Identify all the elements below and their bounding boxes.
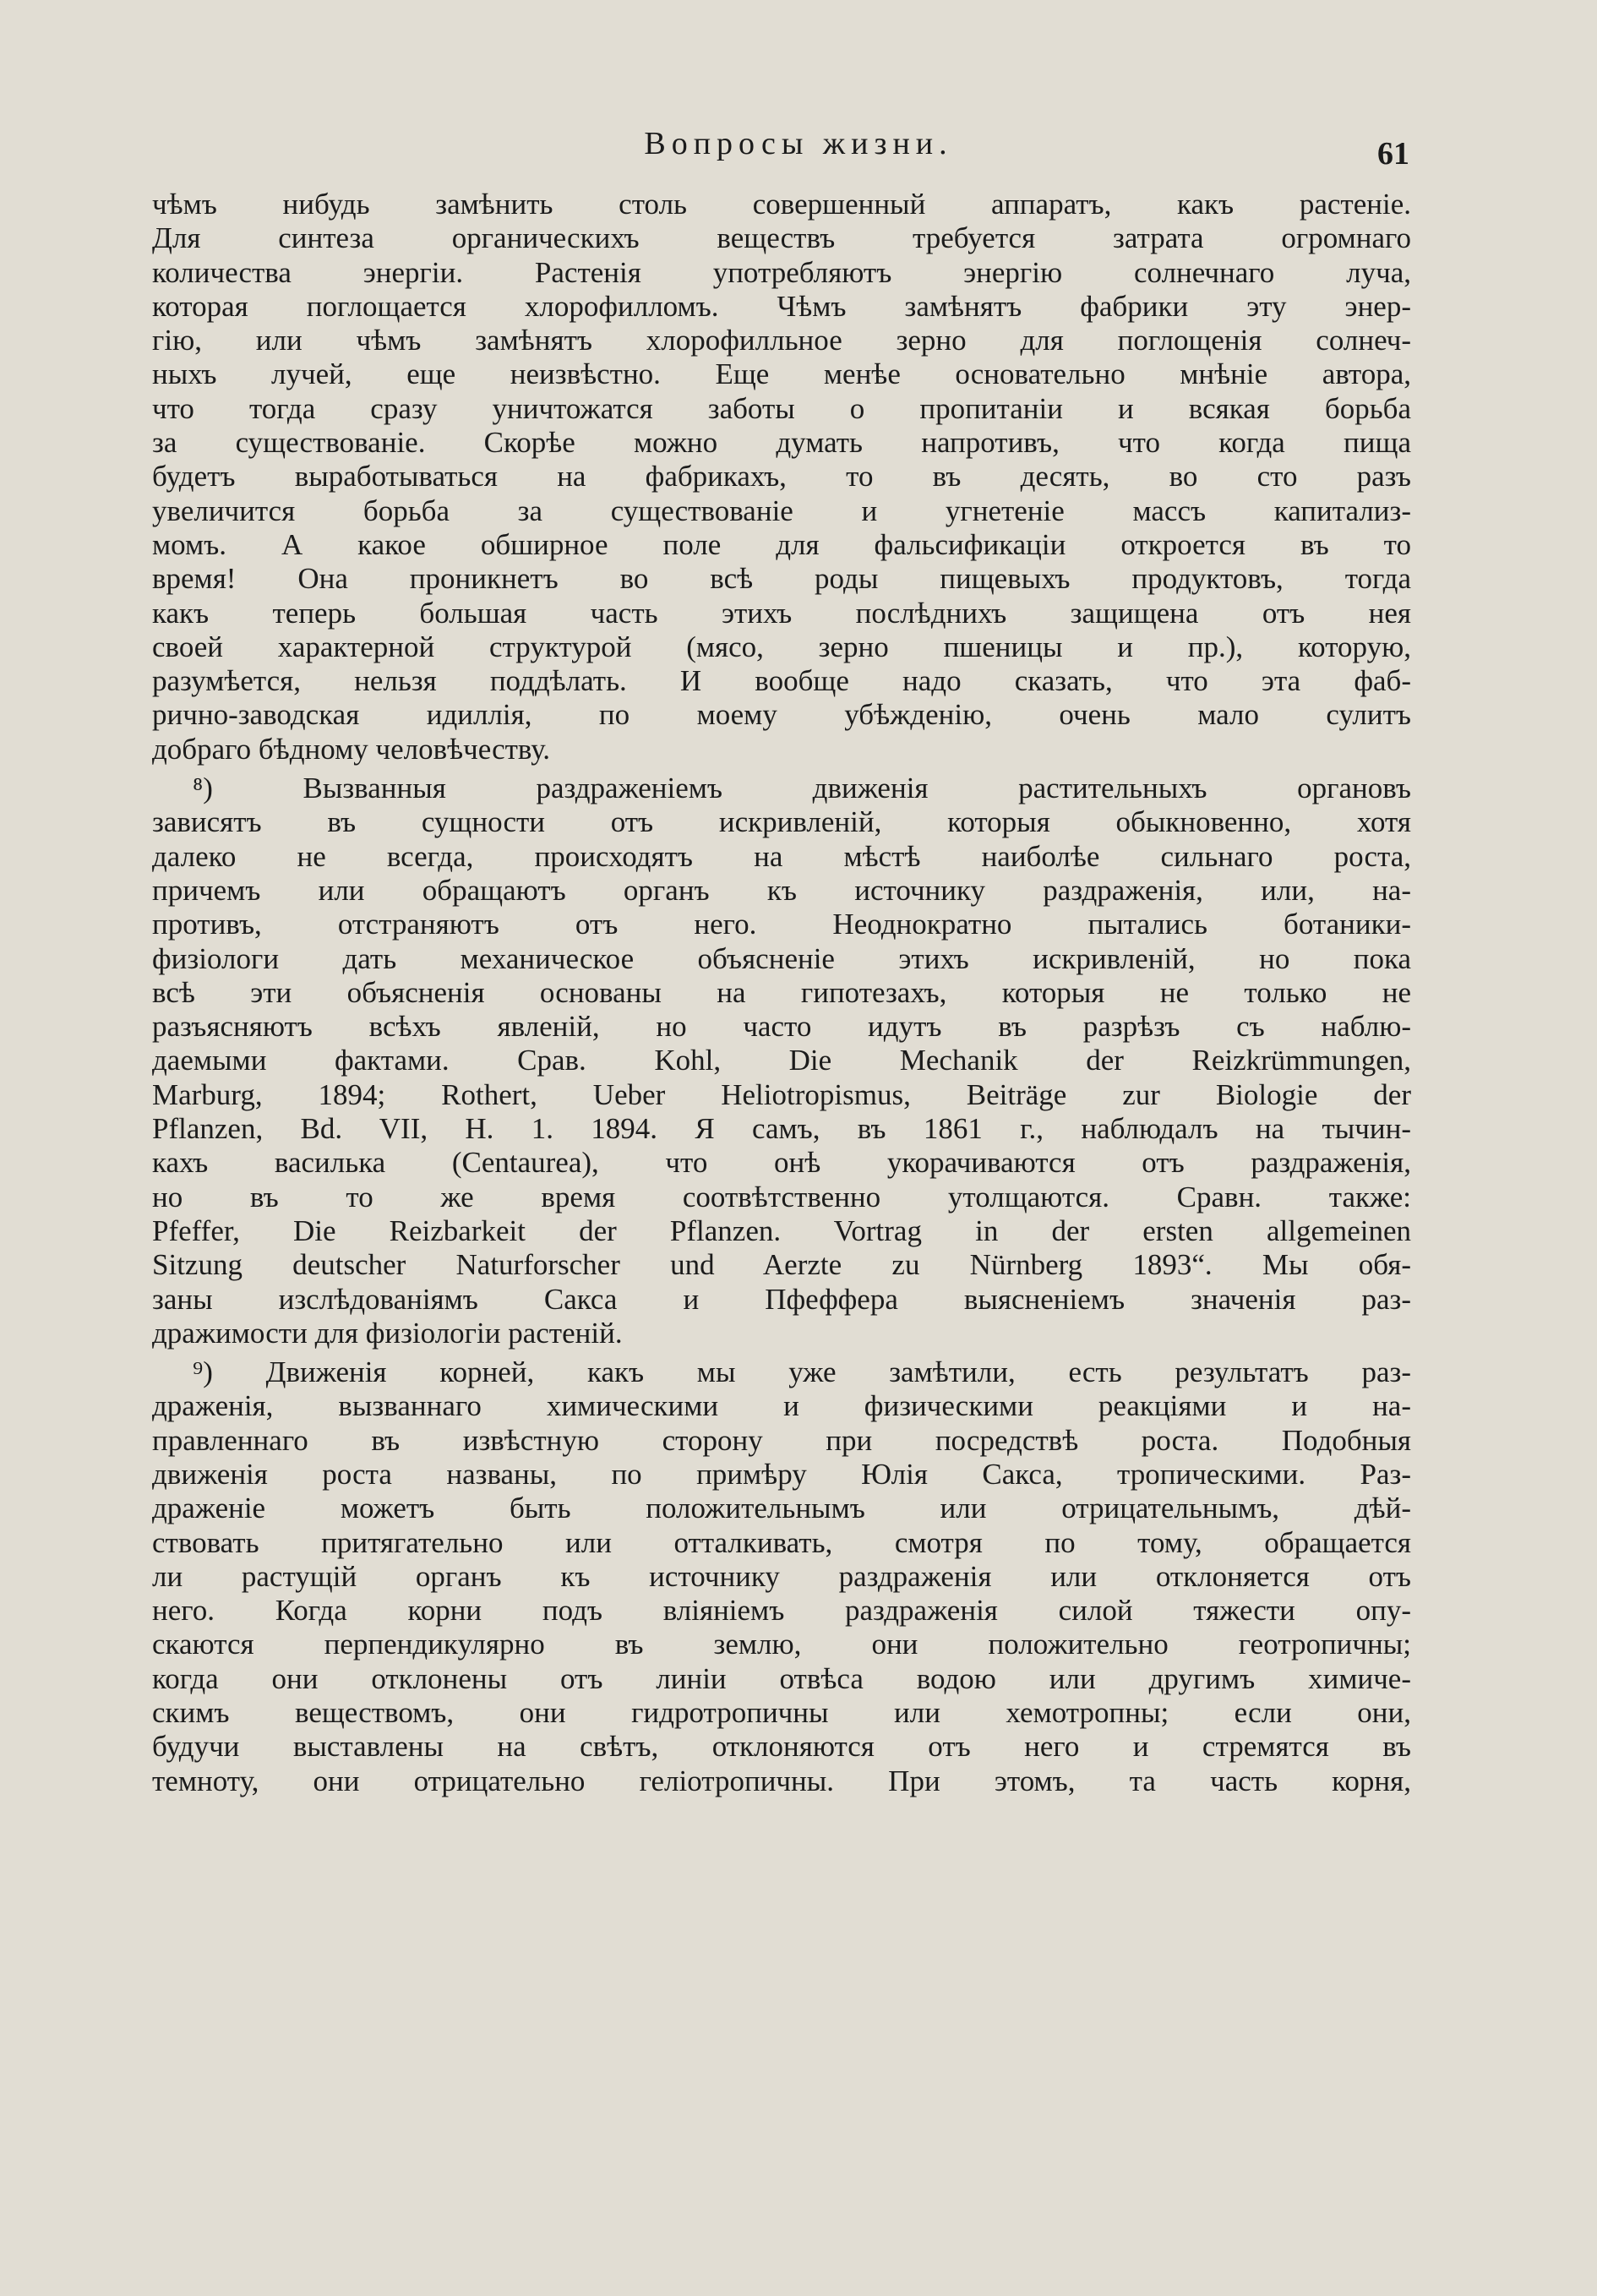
text-line: Sitzung deutscher Naturforscher und Aerzte zu Nürnberg 1893“. Мы обя- [152,1248,1411,1282]
text-line: увеличится борьба за существованіе и угнетеніе массъ капитализ- [152,494,1411,527]
text-line: своей характерной структурой (мясо, зерно пшеницы и пр.), которую, [152,630,1411,663]
running-title: Вопросы жизни. [644,126,953,161]
text-line: него. Когда корни подъ вліяніемъ раздраженія силой тяжести опу- [152,1594,1411,1628]
text-line: кахъ василька (Centaurea), что онѣ укорачиваются отъ раздраженія, [152,1146,1411,1180]
text-line: драженіе можетъ быть положительнымъ или отрицательнымъ, дѣй- [152,1492,1411,1525]
text-line: скаются перпендикулярно въ землю, они положительно геотропичны; [152,1628,1411,1661]
text-line: противъ, отстраняютъ отъ него. Неоднократно пытались ботаники- [152,908,1411,941]
text-line: всѣ эти объясненія основаны на гипотезахъ, которыя не только не [152,975,1411,1009]
text-line: рично-заводская идиллія, по моему убѣжденію, очень мало сулитъ [152,698,1411,732]
text-line: чѣмъ нибудь замѣнить столь совершенный аппаратъ, какъ растеніе. [152,188,1411,221]
text-line: дражимости для физіологіи растеній. [152,1316,623,1350]
text-line: за существованіе. Скорѣе можно думать напротивъ, что когда пища [152,426,1411,460]
text-line: ⁸) Вызванныя раздраженіемъ движенія растительныхъ органовъ [193,772,1411,805]
text-line: движенія роста названы, по примѣру Юлія Сакса, тропическими. Раз- [152,1457,1411,1491]
footnote-8 [152,772,1411,1350]
text-line: скимъ веществомъ, они гидротропичны или хемотропны; если они, [152,1696,1411,1730]
text-line: будетъ выработываться на фабрикахъ, то въ десять, во сто разъ [152,460,1411,494]
text-line: какъ теперь большая часть этихъ послѣднихъ защищена отъ нея [152,596,1411,630]
text-line: разъясняютъ всѣхъ явленій, но часто идутъ въ разрѣзъ съ наблю- [152,1010,1411,1044]
text-line: ныхъ лучей, еще неизвѣстно. Еще менѣе основательно мнѣніе автора, [152,357,1411,391]
text-line: физіологи дать механическое объясненіе этихъ искривленій, но пока [152,941,1411,975]
text-line: количества энергіи. Растенія употребляютъ энергію солнечнаго луча, [152,255,1411,289]
text-line: ствовать притягательно или отталкивать, смотря по тому, обращается [152,1525,1411,1559]
page-number: 61 [1377,136,1409,172]
text-line: которая поглощается хлорофилломъ. Чѣмъ замѣнятъ фабрики эту энер- [152,289,1411,323]
text-line: Marburg, 1894; Rothert, Ueber Heliotropismus, Beiträge zur Biologie der [152,1077,1411,1111]
text-line: что тогда сразу уничтожатся заботы о пропитаніи и всякая борьба [152,391,1411,425]
text-line: далеко не всегда, происходятъ на мѣстѣ наиболѣе сильнаго роста, [152,839,1411,873]
text-line: время! Она проникнетъ во всѣ роды пищевыхъ продуктовъ, тогда [152,562,1411,596]
text-line: Pflanzen, Bd. VII, H. 1. 1894. Я самъ, въ 1861 г., наблюдалъ на тычин- [152,1112,1411,1146]
text-line: правленнаго въ извѣстную сторону при посредствѣ роста. Подобныя [152,1423,1411,1457]
text-line: момъ. А какое обширное поле для фальсификаціи откроется въ то [152,527,1411,561]
text-line: разумѣется, нельзя поддѣлать. И вообще надо сказать, что эта фаб- [152,664,1411,698]
page-body [152,188,1411,1798]
text-line: но въ то же время соотвѣтственно утолщаются. Сравн. также: [152,1180,1411,1213]
text-line: ⁹) Движенія корней, какъ мы уже замѣтили, есть результатъ раз- [193,1355,1411,1389]
text-line: причемъ или обращаютъ органъ къ источнику раздраженія, или, на- [152,873,1411,907]
text-line: даемыми фактами. Срав. Kohl, Die Mechanik der Reizkrümmungen, [152,1044,1411,1077]
text-line: темноту, они отрицательно геліотропичны. При этомъ, та часть корня, [152,1764,1411,1797]
paragraph-continuation [152,188,1411,766]
text-line: когда они отклонены отъ линіи отвѣса водою или другимъ химиче- [152,1661,1411,1695]
text-line: зависятъ въ сущности отъ искривленій, которыя обыкновенно, хотя [152,805,1411,839]
text-line: драженія, вызваннаго химическими и физическими реакціями и на- [152,1389,1411,1423]
text-line: Для синтеза органическихъ веществъ требуется затрата огромнаго [152,221,1411,255]
text-line: Pfeffer, Die Reizbarkeit der Pflanzen. Vortrag in der ersten allgemeinen [152,1213,1411,1247]
text-line: добраго бѣдному человѣчеству. [152,732,551,766]
text-line: будучи выставлены на свѣтъ, отклоняются отъ него и стремятся въ [152,1730,1411,1764]
text-line: гію, или чѣмъ замѣнятъ хлорофилльное зерно для поглощенія солнеч- [152,324,1411,357]
footnote-9 [152,1355,1411,1798]
text-line: заны изслѣдованіямъ Сакса и Пфеффера выясненіемъ значенія раз- [152,1282,1411,1316]
text-line: ли растущій органъ къ источнику раздраженія или отклоняется отъ [152,1559,1411,1593]
